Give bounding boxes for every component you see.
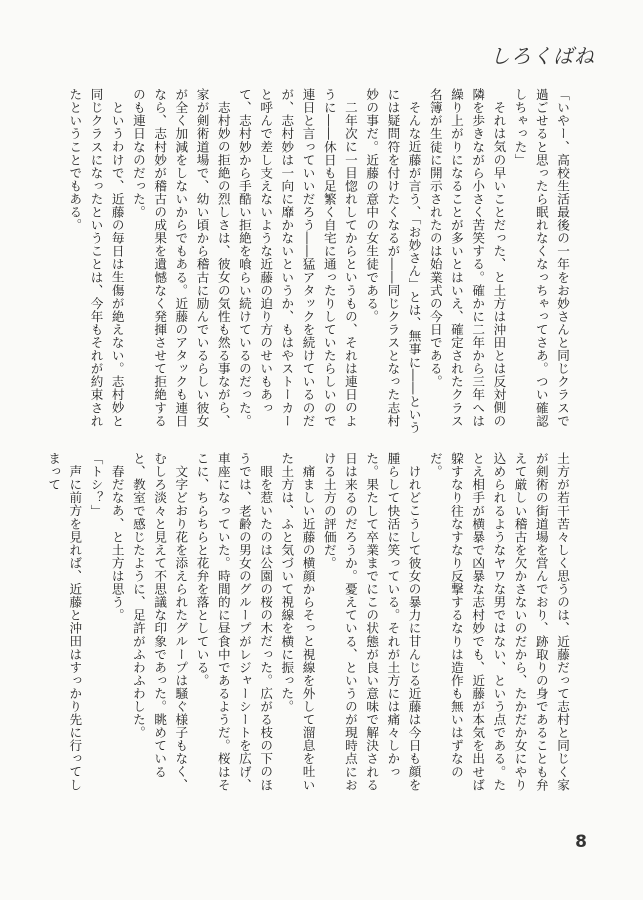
paragraph: 眼を惹いたのは公園の桜の木だった。広がる枝の下のほうでは、老齢の男女のグループがレジャーシートを広げ、車座になっていた。時間的に昼食中であるようだ。桜はそこに、ちらちらと花弁を落としている。	[194, 452, 274, 792]
paragraph: 声に前方を見れば、近藤と沖田はすっかり先に行ってしまって	[46, 452, 83, 791]
paragraph: 「いやー、高校生活最後の一年をお妙さんと同じクラスで過ごせると思ったら眠れなくなっちゃってさあ。つい確認しちゃった」	[512, 88, 570, 428]
text-column-top	[64, 88, 573, 438]
paragraph: それは気の早いことだった、と土方は沖田とは反対側の隣を歩きながら小さく苦笑する。確かに二年から三年へは繰り上がりになることが多いとはいえ、確定されたクラス名簿が生徒に開示されたのは始業式の今日である。	[427, 88, 507, 428]
logo-text: しろくばね	[490, 44, 595, 68]
text-column-bottom	[43, 452, 573, 792]
paragraph: 痛ましい近藤の横顔からそっと視線を外して溜息を吐いた土方は、ふと気づいて視線を横に振った。	[279, 452, 316, 791]
paragraph: 春だなあ、と土方は思う。	[109, 464, 125, 622]
paragraph: 二年次に一目惚れしてからというもの、それは連日のように――休日も足繁く自宅に通ったりしていたらしいので連日と言っていいだろう――猛アタックを続けているのだが、志村妙は一向に靡かないというか、もはやストーカーと呼んで差し支えないような近藤の迫り方のせいもあって、志村妙から手酷い拒絶を喰らい続けているのだった。	[236, 88, 358, 428]
paragraph: 「トシ？」	[88, 452, 104, 518]
paragraph: そんな近藤が言う、「お妙さん」とは、無事に――というには疑問符を付けたくなるが――同じクラスとなった志村妙の事だ。近藤の意中の女生徒である。	[364, 88, 422, 434]
paragraph: 志村妙の拒絶の烈しさは、彼女の気性も然る事ながら、家が剣術道場で、幼い頃から稽古に励んでいるらしい彼女が全く加減をしないからでもある。近藤のアタックも連日なら、志村妙が稽古の成果を遺憾なく発揮させて拒絶するのも連日なのだった。	[130, 88, 231, 428]
paragraph: というわけで、近藤の毎日は生傷が絶えない。志村妙と同じクラスになったということは、今年もそれが約束されたということでもある。	[67, 88, 125, 428]
page-number: 8	[575, 832, 587, 852]
paragraph: 土方が若干苦々しく思うのは、近藤だって志村と同じく家が剣術の街道場を営んでおり、跡取りの身であることも弁えて厳しい稽古を欠かさないのだから、たかだか女にやり込められるようなヤワな男ではない、という点である。たとえ相手が横暴で凶暴な志村妙でも、近藤が本気を出せば躱すなり往なすなり反撃するなりは造作も無いはずなのだ。	[427, 452, 570, 792]
paragraph: 文字どおり花を添えられたグループは騒ぐ様子もなく、むしろ淡々と見えて不思議な印象であった。眺めていると、教室で感じたように、足許がふわふわした。	[130, 452, 189, 791]
paragraph: けれどこうして彼女の暴力に甘んじる近藤は今日も顔を腫らして快活に笑っている。それが土方には痛々しかった。果たして卒業までにこの状態が良い意味で解決される日は来るのだろうか。憂えている、というのが現時点における土方の評価だ。	[321, 452, 422, 792]
